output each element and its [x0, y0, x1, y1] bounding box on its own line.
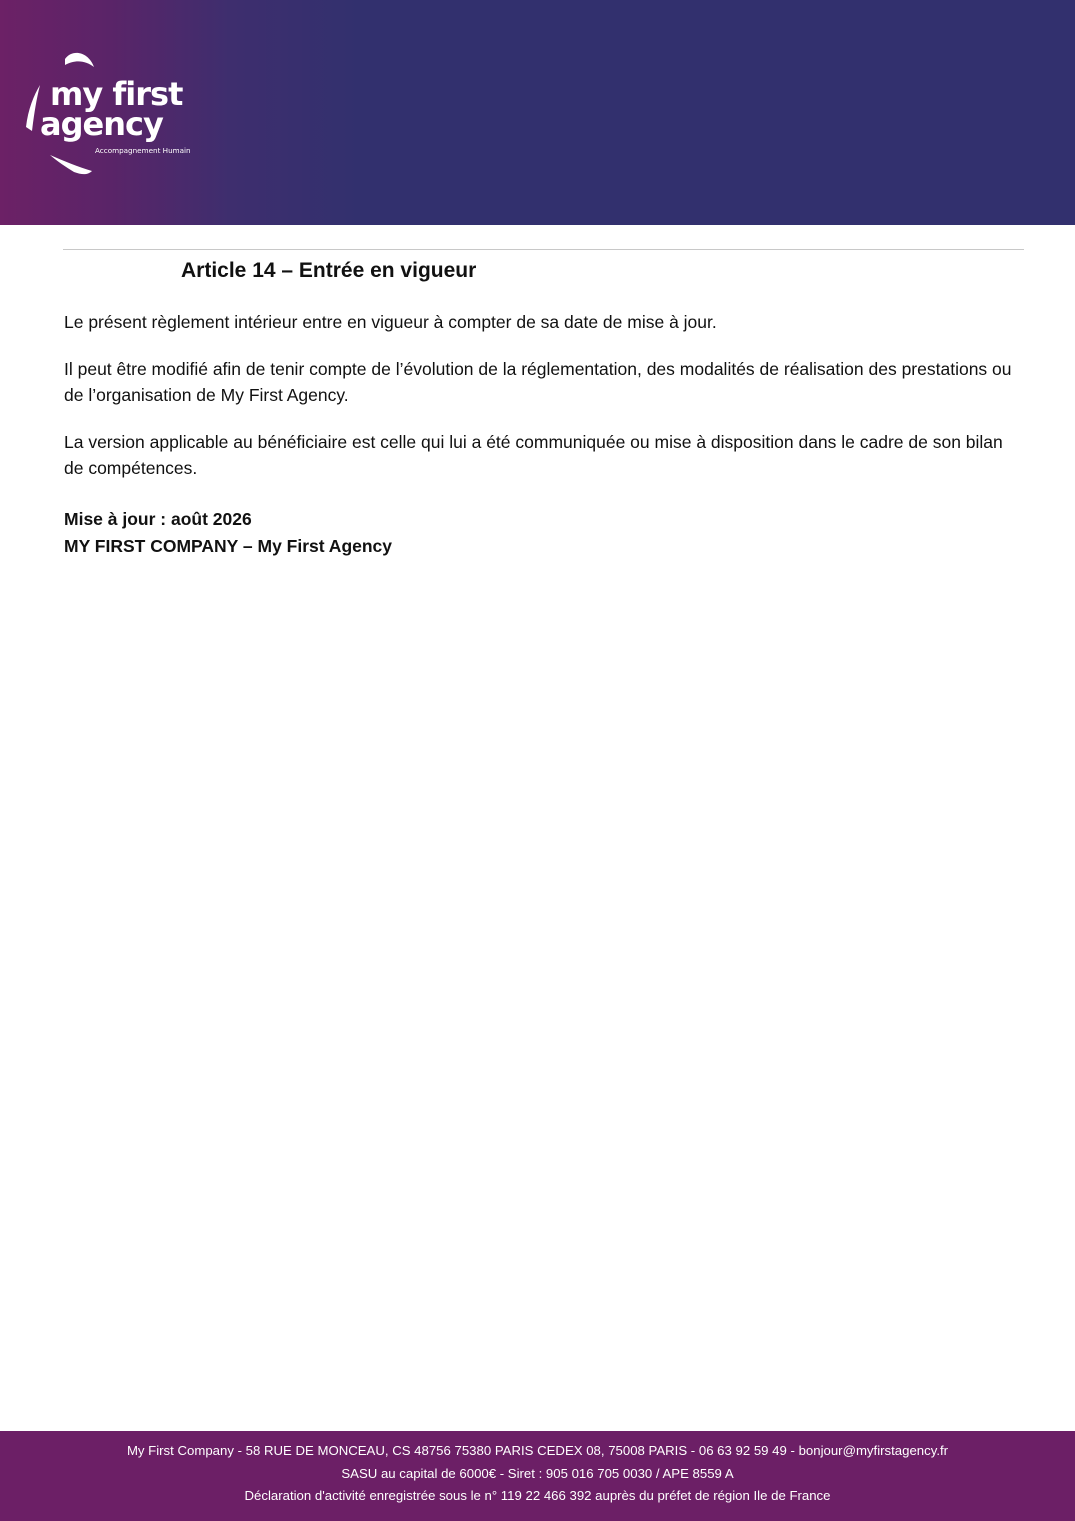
header-divider — [63, 249, 1024, 250]
article-paragraph-1: Le présent règlement intérieur entre en vigueur à compter de sa date de mise à jour. — [64, 312, 717, 332]
article-paragraph-3: La version applicable au bénéficiaire est celle qui lui a été communiquée ou mise à disposition dans le cadre de son bilan de compétences. — [64, 432, 1003, 478]
logo-text-line2: agency — [40, 105, 163, 143]
footer-legal-line: SASU au capital de 6000€ - Siret : 905 016 705 0030 / APE 8559 A — [341, 1465, 734, 1481]
agency-logo — [10, 45, 215, 180]
footer-declaration-line: Déclaration d'activité enregistrée sous le n° 119 22 466 392 auprès du préfet de région Ile de France — [244, 1488, 831, 1503]
article-content — [64, 254, 1024, 560]
logo-swoosh-top — [65, 53, 94, 67]
article-paragraph-2: Il peut être modifié afin de tenir compte de l’évolution de la réglementation, des modalités de réalisation des prestations ou de l’organisation de My First Agency. — [64, 359, 1012, 405]
logo-text-line1: my first — [50, 75, 183, 113]
footer-address-line: My First Company - 58 RUE DE MONCEAU, CS 48756 75380 PARIS CEDEX 08, 75008 PARIS - 06 63 92 59 49 - bonjour@myfirstagency.fr — [126, 1443, 949, 1458]
signature-block — [64, 506, 1024, 560]
logo-swoosh-left — [26, 85, 40, 131]
article-title: Article 14 – Entrée en vigueur — [181, 259, 477, 282]
header-band — [0, 0, 1075, 225]
company-signature: MY FIRST COMPANY – My First Agency — [64, 536, 393, 556]
logo-swoosh-bottom — [50, 155, 92, 174]
logo-tagline: Accompagnement Humain — [95, 146, 191, 155]
update-date: Mise à jour : août 2026 — [64, 509, 252, 529]
footer-band — [0, 1431, 1075, 1521]
